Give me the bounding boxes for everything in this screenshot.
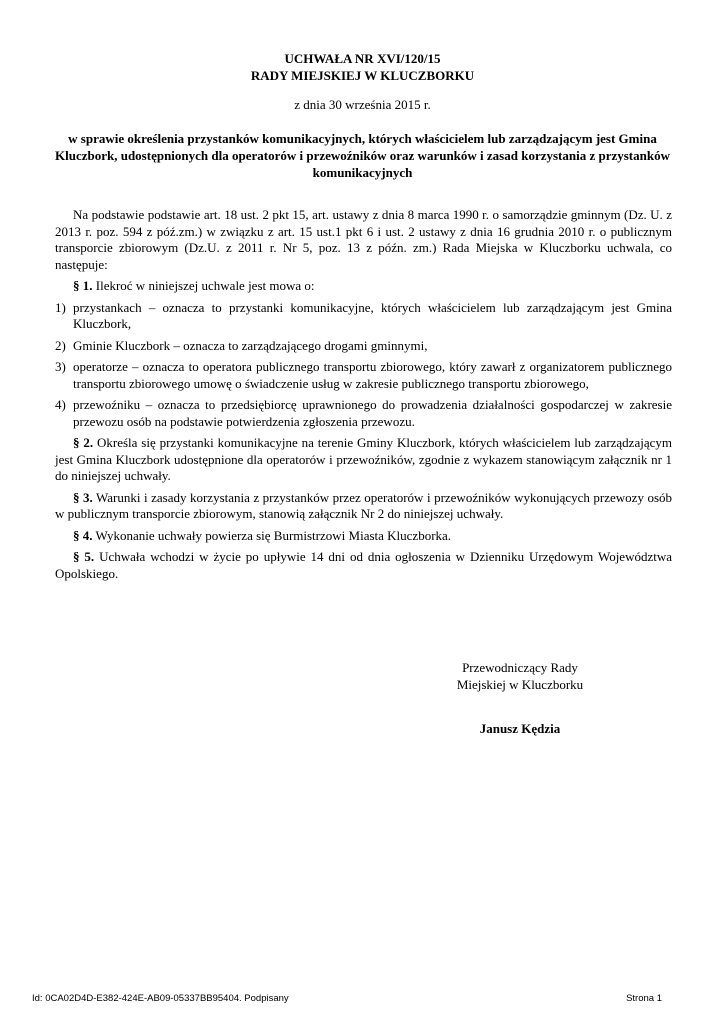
resolution-body — [55, 207, 672, 587]
signatory-title: Przewodniczący Rady — [462, 660, 578, 675]
section-2-label: § 2. — [73, 435, 94, 450]
signatory-name: Janusz Kędzia — [479, 721, 561, 736]
section-5-label: § 5. — [73, 549, 95, 564]
section-3-text: Warunki i zasady korzystania z przystanków przez operatorów i przewoźników wykonujących przewozy osób w publicznym transporcie zbiorowym, stanowią załącznik Nr 2 do niniejszej uchwały. — [55, 489, 673, 521]
definition-text: przystankach – oznacza to przystanki komunikacyjne, których właścicielem lub zarządzającym jest Gmina Kluczbork, — [73, 299, 672, 331]
document-id: Id: 0CA02D4D-E382-424E-AB09-05337BB95404. Podpisany — [32, 993, 289, 1004]
definition-number: 3) — [55, 359, 66, 374]
definition-item — [55, 338, 672, 355]
council-name: RADY MIEJSKIEJ W KLUCZBORKU — [250, 68, 475, 83]
page-number: Strona 1 — [626, 993, 662, 1004]
section-2 — [55, 435, 672, 485]
section-1 — [55, 278, 672, 295]
section-3 — [55, 490, 672, 523]
signatory-council: Miejskiej w Kluczborku — [456, 677, 584, 692]
definition-item — [55, 300, 672, 333]
resolution-number: UCHWAŁA NR XVI/120/15 — [284, 51, 441, 66]
section-1-text: Ilekroć w niniejszej uchwale jest mowa o: — [92, 278, 315, 293]
section-1-label: § 1. — [73, 278, 93, 293]
definition-text: Gminie Kluczbork – oznacza to zarządzającego drogami gminnymi, — [73, 337, 428, 353]
definition-text: operatorze – oznacza to operatora publicznego transportu zbiorowego, który zawarł z organizatorem publicznego transportu zbiorowego umowę o świadczenie usług w zakresie publicznego transportu zbiorowego, — [73, 359, 672, 391]
preamble: Na podstawie podstawie art. 18 ust. 2 pkt 15, art. ustawy z dnia 8 marca 1990 r. o samorządzie gminnym (Dz. U. z 2013 r. poz. 594 z póź.zm.) w związku z art. 15 ust.1 pkt 6 i ust. 2 ustawy z dnia 16 grudnia 2010 r. o publicznym transporcie zbiorowym (Dz.U. z 2011 r. Nr 5, poz. 13 z późn. zm.) Rada Miejska w Kluczborku uchwala, co następuje: — [55, 207, 672, 272]
resolution-subject: w sprawie określenia przystanków komunikacyjnych, których właścicielem lub zarządzającym jest Gmina Kluczbork, udostępnionych dla operatorów i przewoźników oraz warunków i zasad korzystania z przystanków komunikacyjnych — [55, 131, 670, 180]
resolution-date: z dnia 30 września 2015 r. — [294, 97, 431, 112]
section-4-text: Wykonanie uchwały powierza się Burmistrzowi Miasta Kluczborka. — [92, 527, 452, 543]
section-5 — [55, 549, 672, 582]
section-2-text: Określa się przystanki komunikacyjne na terenie Gminy Kluczbork, których właścicielem lub zarządzającym jest Gmina Kluczbork udostępnione dla operatorów i przewoźników, zgodnie z wykazem stanowiącym załącznik nr 1 do niniejszej uchwały. — [55, 435, 672, 483]
definition-number: 1) — [55, 299, 66, 315]
definition-item — [55, 359, 672, 392]
definition-text: przewoźniku – oznacza to przedsiębiorcę uprawnionego do prowadzenia działalności gospodarczej w zakresie przewozu osób na podstawie potwierdzenia zgłoszenia przewozu. — [73, 397, 672, 429]
section-4-label: § 4. — [73, 527, 93, 543]
definition-number: 4) — [55, 397, 66, 412]
definition-item — [55, 397, 672, 430]
resolution-header — [0, 50, 725, 84]
section-4 — [55, 528, 672, 545]
signature-block — [410, 659, 630, 693]
definition-number: 2) — [55, 337, 66, 353]
section-3-label: § 3. — [73, 489, 93, 505]
section-5-text: Uchwała wchodzi w życie po upływie 14 dni od dnia ogłoszenia w Dzienniku Urzędowym Województwa Opolskiego. — [55, 549, 673, 581]
